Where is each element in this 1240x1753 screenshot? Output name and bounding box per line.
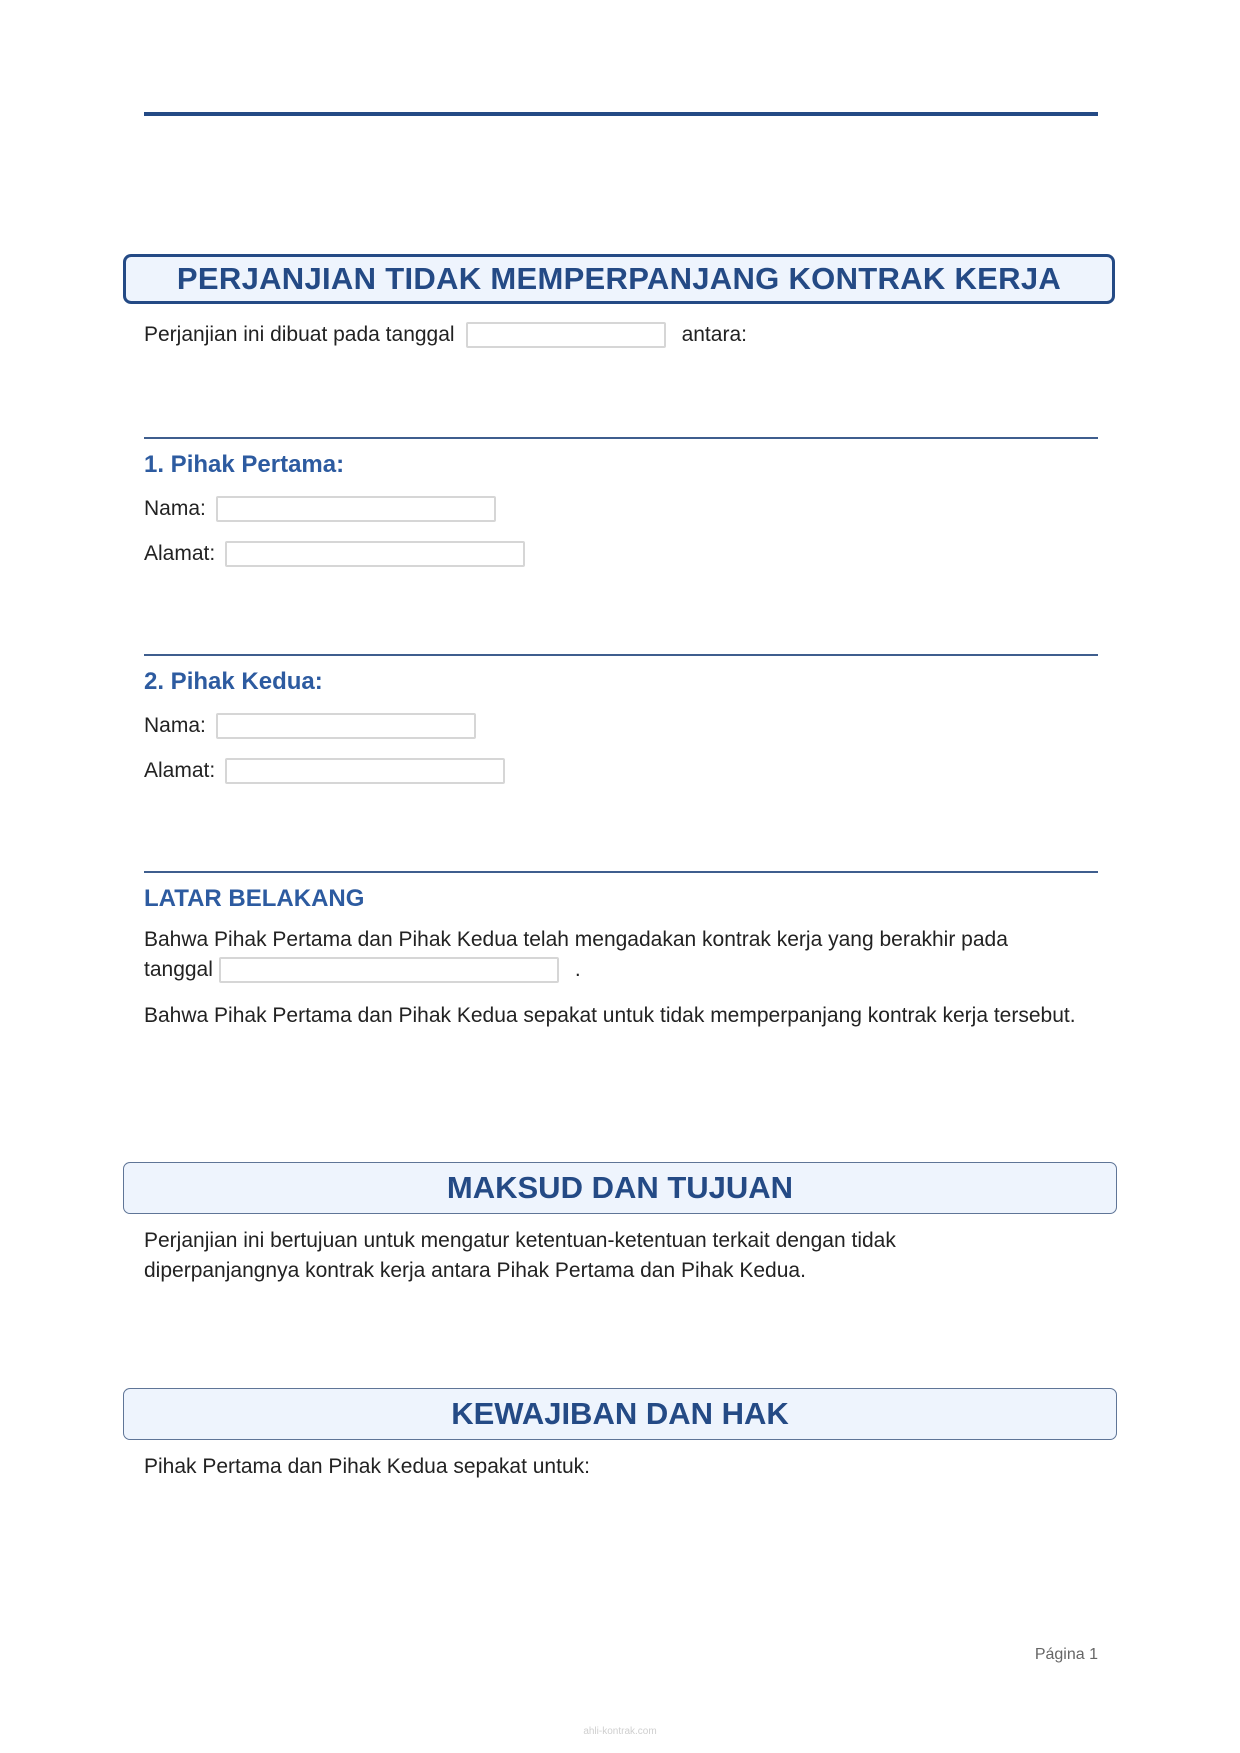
obligations-heading: KEWAJIBAN DAN HAK (451, 1396, 789, 1431)
party2-address-field[interactable] (225, 758, 505, 784)
divider (144, 437, 1098, 439)
top-rule (144, 112, 1098, 116)
background-period: . (574, 958, 581, 981)
contract-end-date-field[interactable] (219, 957, 559, 983)
background-para2: Bahwa Pihak Pertama dan Pihak Kedua sepakat untuk tidak memperpanjang kontrak kerja tersebut. (144, 1004, 1076, 1027)
party1-name-field[interactable] (216, 496, 496, 522)
background-heading: LATAR BELAKANG (144, 885, 365, 912)
watermark: ahli-kontrak.com (583, 1726, 657, 1737)
party1-address-field[interactable] (225, 541, 525, 567)
party2-address-label: Alamat: (144, 759, 216, 782)
background-date-label: tanggal (144, 958, 213, 981)
purpose-section-box (123, 1162, 1117, 1214)
purpose-heading: MAKSUD DAN TUJUAN (446, 1170, 794, 1205)
document-title: PERJANJIAN TIDAK MEMPERPANJANG KONTRAK KERJA (176, 261, 1062, 296)
obligations-section-box (123, 1388, 1117, 1440)
divider (144, 871, 1098, 873)
party1-name-label: Nama: (144, 497, 206, 520)
party1-heading: 1. Pihak Pertama: (144, 451, 345, 478)
intro-line (144, 322, 747, 348)
party2-name-field[interactable] (216, 713, 476, 739)
background-para1-line1: Bahwa Pihak Pertama dan Pihak Kedua telah mengadakan kontrak kerja yang berakhir pada (144, 928, 1008, 951)
background-para1-line2 (144, 957, 581, 983)
intro-text-after: antara: (681, 323, 747, 346)
party1-address-row (144, 541, 525, 567)
intro-text-before: Perjanjian ini dibuat pada tanggal (144, 323, 455, 346)
party1-name-row (144, 496, 496, 522)
agreement-date-field[interactable] (466, 322, 666, 348)
party2-heading: 2. Pihak Kedua: (144, 668, 323, 695)
obligations-text: Pihak Pertama dan Pihak Kedua sepakat untuk: (144, 1455, 590, 1478)
title-box (123, 254, 1115, 304)
divider (144, 654, 1098, 656)
party1-address-label: Alamat: (144, 542, 216, 565)
page-number: Página 1 (1034, 1646, 1098, 1663)
party2-name-label: Nama: (144, 714, 206, 737)
purpose-text: Perjanjian ini bertujuan untuk mengatur ketentuan-ketentuan terkait dengan tidak diperpanjangnya kontrak kerja antara Pihak Pertama dan Pihak Kedua. (144, 1229, 896, 1282)
party2-address-row (144, 758, 505, 784)
party2-name-row (144, 713, 476, 739)
